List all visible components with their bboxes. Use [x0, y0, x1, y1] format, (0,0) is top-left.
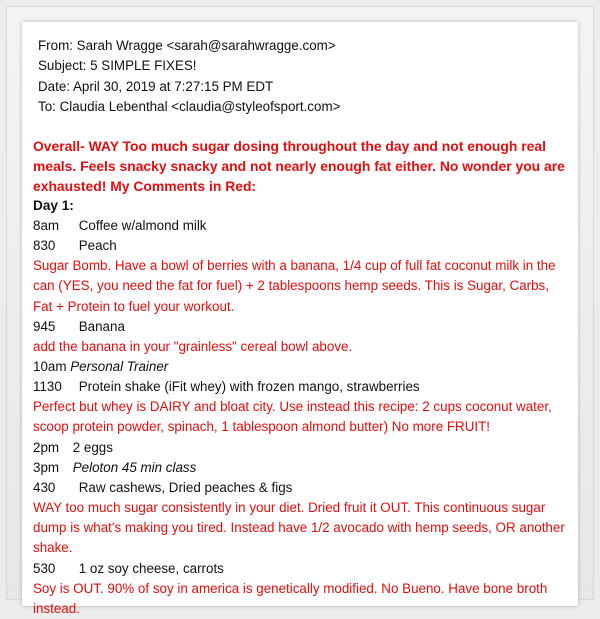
food-log-entry — [33, 317, 568, 337]
entry-text: Coffee w/almond milk — [78, 218, 207, 233]
food-log-entry — [33, 236, 568, 256]
food-log-entry — [33, 216, 568, 236]
food-log-entry — [33, 458, 568, 478]
food-log-entry — [33, 357, 568, 377]
food-log-entry — [33, 478, 568, 498]
intro-comment: Overall- WAY Too much sugar dosing throughout the day and not enough real meals. Feels snacky snacky and not nearly enough fat either. No wonder you are exhausted! My Comments in Red: — [33, 138, 565, 194]
email-body — [33, 136, 568, 619]
food-log-entry — [33, 559, 568, 579]
entry-time: 1130 — [33, 379, 62, 395]
subject-line: Subject: 5 SIMPLE FIXES! — [38, 58, 197, 74]
red-comment: Sugar Bomb. Have a bowl of berries with a banana, 1/4 cup of full fat coconut milk in the can (YES, you need the fat for fuel) + 2 tablespoons hemp seeds. This is Sugar, Carbs, Fat + Protein to fuel your workout. — [33, 258, 556, 314]
entry-time: 3pm — [33, 459, 60, 475]
to-line: To: Claudia Lebenthal <claudia@styleofsport.com> — [38, 98, 341, 114]
red-comment: add the banana in your "grainless" cereal bowl above. — [33, 338, 353, 354]
entry-text: Raw cashews, Dried peaches & figs — [78, 479, 293, 495]
entry-text: 2 eggs — [72, 439, 113, 455]
email-headers — [38, 36, 568, 117]
red-comment: Perfect but whey is DAIRY and bloat city. Use instead this recipe: 2 cups coconut water, scoop protein powder, spinach, 1 tablespoon almond butter) No more FRUIT! — [33, 399, 552, 435]
entry-text: 1 oz soy cheese, carrots — [78, 560, 224, 576]
entry-text: Personal Trainer — [70, 359, 169, 375]
entry-time: 10am — [33, 359, 67, 375]
entry-text: Banana — [78, 318, 125, 334]
entry-time: 2pm — [33, 439, 60, 455]
food-log-entry — [33, 438, 568, 458]
entry-time: 430 — [33, 479, 56, 495]
day-label: Day 1: — [33, 198, 74, 213]
email-message — [22, 22, 578, 616]
entry-time: 945 — [33, 318, 56, 334]
date-line: Date: April 30, 2019 at 7:27:15 PM EDT — [38, 78, 274, 94]
entry-time: 8am — [33, 218, 60, 233]
entry-time: 530 — [33, 560, 56, 576]
entry-text: Peloton 45 min class — [72, 459, 197, 475]
red-comment: Soy is OUT. 90% of soy in america is genetically modified. No Bueno. Have bone broth instead. — [33, 580, 548, 616]
food-log-entry — [33, 377, 568, 397]
entry-time: 830 — [33, 238, 56, 253]
from-line: From: Sarah Wragge <sarah@sarahwragge.com> — [38, 38, 336, 53]
entry-text: Protein shake (iFit whey) with frozen mango, strawberries — [78, 379, 420, 395]
red-comment: WAY too much sugar consistently in your diet. Dried fruit it OUT. This continuous sugar dump is what's making you tired. Instead have 1/2 avocado with hemp seeds, OR another shake. — [33, 499, 565, 556]
entry-text: Peach — [78, 238, 117, 253]
